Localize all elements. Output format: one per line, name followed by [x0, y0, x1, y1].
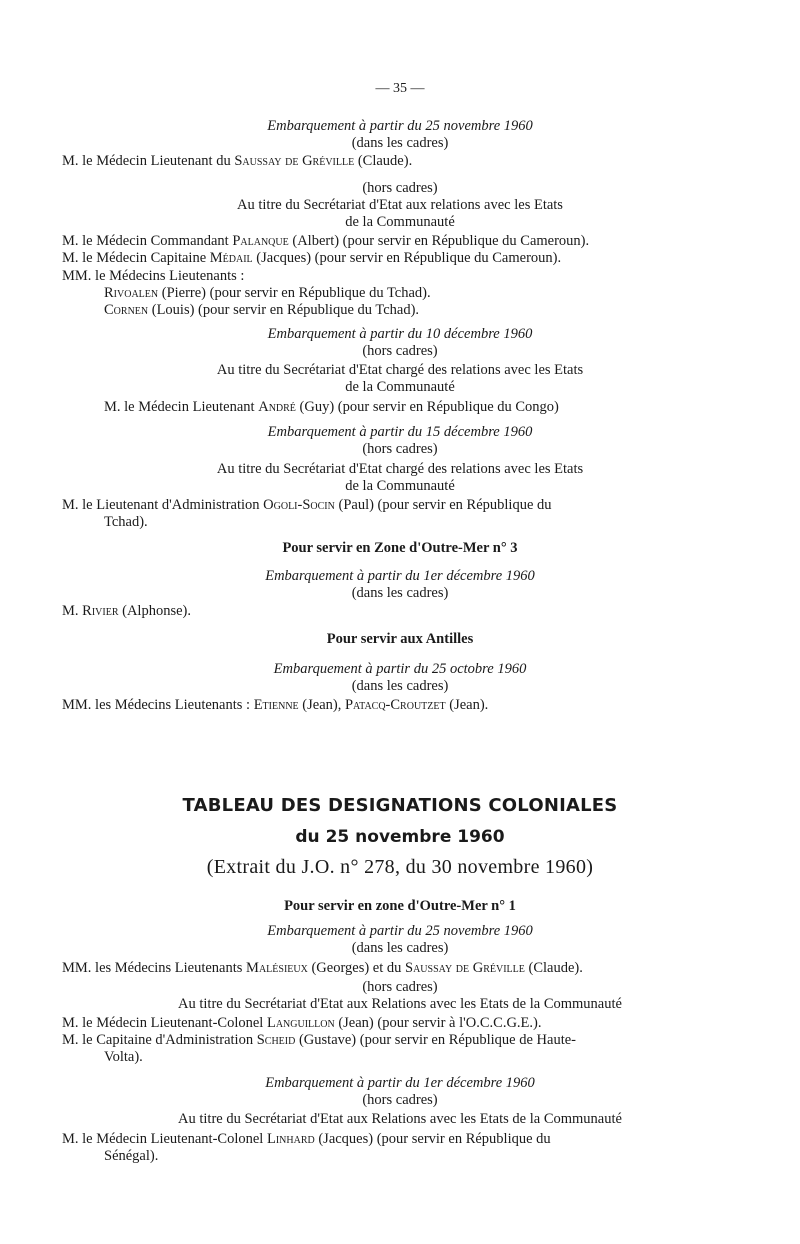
- embarkation-date: Embarquement à partir du 25 octobre 1960: [273, 661, 527, 677]
- person-name: Saussay de Gréville: [234, 153, 355, 169]
- assignment-entry: M. le Médecin Commandant Palanque (Albert) (pour servir en République du Cameroun).: [62, 233, 590, 249]
- person-name: Patacq-Croutzet: [344, 697, 446, 713]
- group-heading: MM. le Médecins Lieutenants :: [62, 268, 245, 284]
- cadre-status: (dans les cadres): [351, 585, 449, 601]
- embarkation-date: Embarquement à partir du 25 novembre 1960: [267, 118, 533, 134]
- assignment-entry: M. le Médecin Capitaine Médail (Jacques) (pour servir en République du Cameroun).: [62, 250, 562, 266]
- person-name: Ogoli-Socin: [263, 497, 335, 513]
- tableau-source: (Extrait du J.O. n° 278, du 30 novembre 1960): [206, 856, 594, 878]
- cadre-status: (dans les cadres): [351, 678, 449, 694]
- assignment-entry: M. le Capitaine d'Administration Scheid (Gustave) (pour servir en République de Haute-: [62, 1032, 576, 1048]
- authority-line: Au titre du Secrétariat d'Etat aux Relations avec les Etats de la Communauté: [178, 996, 622, 1012]
- authority-line: Au titre du Secrétariat d'Etat chargé des relations avec les Etats: [216, 362, 584, 378]
- authority-line: de la Communauté: [345, 214, 455, 230]
- person-name: Scheid: [256, 1032, 296, 1048]
- assignment-entry: MM. les Médecins Lieutenants : Etienne (Jean), Patacq-Croutzet (Jean).: [62, 697, 489, 713]
- cadre-status: (hors cadres): [362, 1092, 438, 1108]
- person-name: Malésieux: [246, 960, 308, 976]
- assignment-entry: MM. les Médecins Lieutenants Malésieux (Georges) et du Saussay de Gréville (Claude).: [62, 960, 583, 976]
- person-name: André: [258, 399, 296, 415]
- embarkation-date: Embarquement à partir du 10 décembre 1960: [267, 326, 533, 342]
- cadre-status: (dans les cadres): [351, 135, 449, 151]
- assignment-entry: M. le Lieutenant d'Administration Ogoli-Socin (Paul) (pour servir en République du: [62, 497, 552, 513]
- authority-line: Au titre du Secrétariat d'Etat chargé des relations avec les Etats: [216, 461, 584, 477]
- person-name: Languillon: [266, 1015, 335, 1031]
- authority-line: de la Communauté: [345, 478, 455, 494]
- assignment-entry: M. le Médecin Lieutenant-Colonel Linhard (Jacques) (pour servir en République du: [62, 1131, 551, 1147]
- authority-line: de la Communauté: [345, 379, 455, 395]
- person-name: Rivoalen: [104, 285, 159, 301]
- section-heading: Pour servir aux Antilles: [326, 631, 474, 647]
- embarkation-date: Embarquement à partir du 25 novembre 1960: [267, 923, 533, 939]
- person-name: Etienne: [253, 697, 299, 713]
- assignment-entry: Cornen (Louis) (pour servir en République du Tchad).: [104, 302, 420, 318]
- cadre-status: (hors cadres): [362, 343, 438, 359]
- embarkation-date: Embarquement à partir du 1er décembre 1960: [265, 568, 535, 584]
- assignment-entry-continuation: Tchad).: [104, 514, 148, 530]
- section-heading: Pour servir en Zone d'Outre-Mer n° 3: [282, 540, 518, 556]
- page-number: — 35 —: [375, 81, 425, 96]
- assignment-entry: M. le Médecin Lieutenant du Saussay de Gréville (Claude).: [62, 153, 413, 169]
- authority-line: Au titre du Secrétariat d'Etat aux Relations avec les Etats de la Communauté: [178, 1111, 622, 1127]
- person-name: Médail: [209, 250, 253, 266]
- cadre-status: (hors cadres): [362, 180, 438, 196]
- cadre-status: (hors cadres): [362, 979, 438, 995]
- cadre-status: (hors cadres): [362, 441, 438, 457]
- assignment-entry: M. le Médecin Lieutenant-Colonel Languillon (Jean) (pour servir à l'O.C.C.G.E.).: [62, 1015, 542, 1031]
- embarkation-date: Embarquement à partir du 15 décembre 1960: [267, 424, 533, 440]
- assignment-entry-continuation: Sénégal).: [104, 1148, 159, 1164]
- person-name: Saussay de Gréville: [405, 960, 525, 976]
- authority-line: Au titre du Secrétariat d'Etat aux relations avec les Etats: [237, 197, 563, 213]
- person-name: Palanque: [232, 233, 289, 249]
- tableau-date: du 25 novembre 1960: [295, 827, 505, 847]
- assignment-entry-continuation: Volta).: [104, 1049, 143, 1065]
- person-name: Rivier: [82, 603, 119, 619]
- person-name: Linhard: [266, 1131, 315, 1147]
- assignment-entry: M. Rivier (Alphonse).: [62, 603, 191, 619]
- section-heading: Pour servir en zone d'Outre-Mer n° 1: [284, 898, 516, 914]
- embarkation-date: Embarquement à partir du 1er décembre 1960: [265, 1075, 535, 1091]
- tableau-title: TABLEAU DES DESIGNATIONS COLONIALES: [182, 795, 618, 816]
- person-name: Cornen: [104, 302, 149, 318]
- cadre-status: (dans les cadres): [351, 940, 449, 956]
- assignment-entry: M. le Médecin Lieutenant André (Guy) (pour servir en République du Congo): [104, 399, 559, 415]
- assignment-entry: Rivoalen (Pierre) (pour servir en République du Tchad).: [104, 285, 431, 301]
